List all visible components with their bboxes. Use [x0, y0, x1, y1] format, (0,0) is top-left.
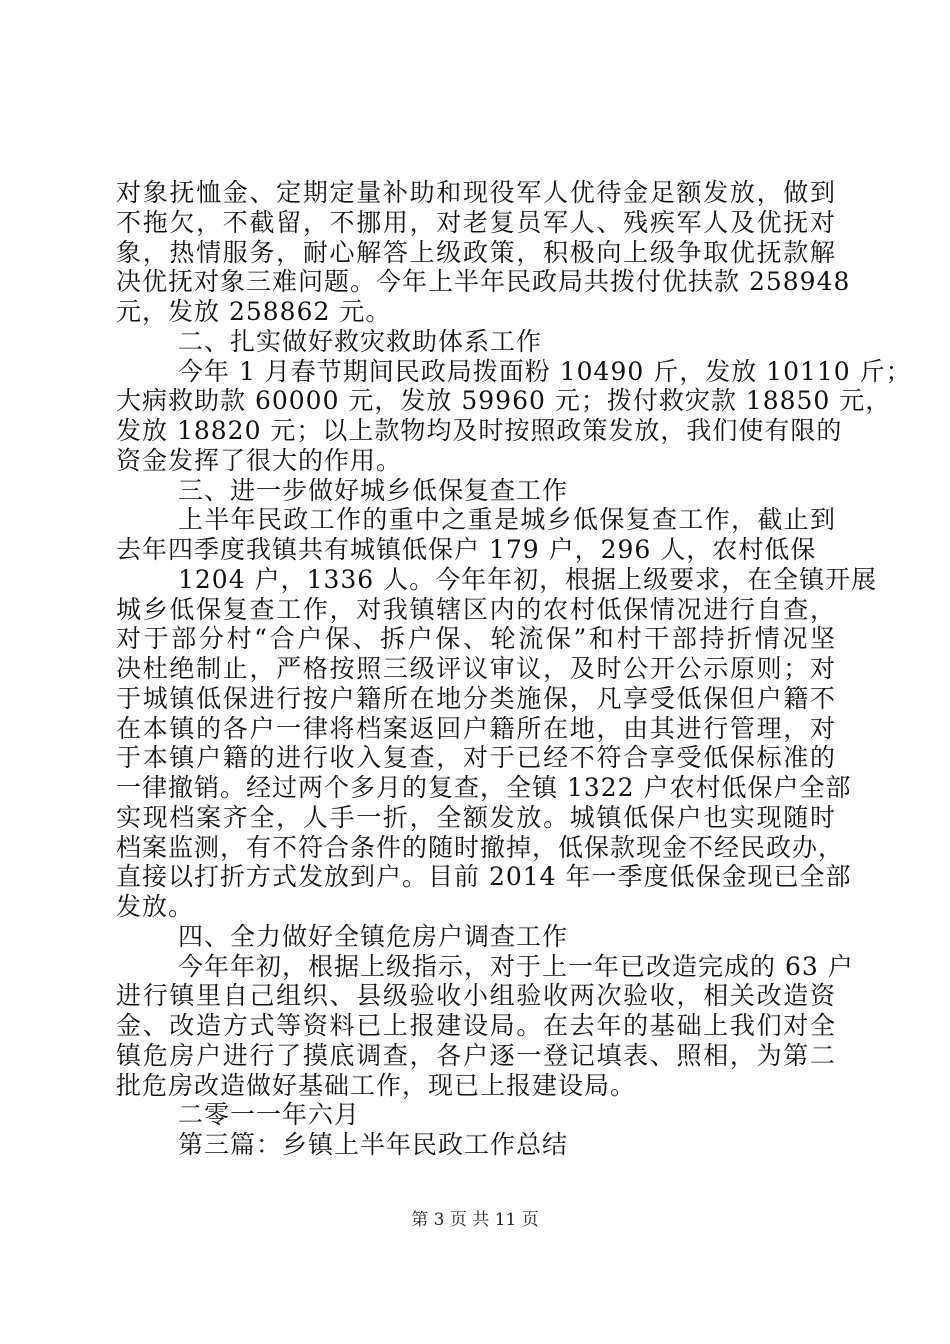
- body-text-line: 对于部分村“合户保、拆户保、轮流保”和村干部持折情况坚: [116, 624, 836, 654]
- body-text-line: 不拖欠，不截留，不挪用，对老复员军人、残疾军人及优抚对: [116, 207, 836, 237]
- body-text-line: 对象抚恤金、定期定量补助和现役军人优待金足额发放，做到: [116, 178, 836, 207]
- body-text-line: 今年 1 月春节期间民政局拨面粉 10490 斤，发放 10110 斤；: [178, 356, 912, 386]
- section-heading-2: 二、扎实做好救灾救助体系工作: [178, 326, 543, 356]
- section-heading-3: 三、进一步做好城乡低保复查工作: [178, 475, 569, 505]
- body-text-line: 于本镇户籍的进行收入复查，对于已经不符合享受低保标准的: [116, 743, 836, 773]
- body-text-line: 象，热情服务，耐心解答上级政策，积极向上级争取优抚款解: [116, 237, 836, 267]
- body-text-line: 发放 18820 元；以上款物均及时按照政策发放，我们使有限的: [116, 416, 843, 445]
- body-text-line: 1204 户，1336 人。今年年初，根据上级要求，在全镇开展: [178, 564, 878, 594]
- body-text-line: 进行镇里自己组织、县级验收小组验收两次验收，相关改造资: [116, 981, 836, 1011]
- body-text-line: 批危房改造做好基础工作，现已上报建设局。: [116, 1070, 637, 1100]
- body-text-line: 在本镇的各户一律将档案返回户籍所在地，由其进行管理，对: [116, 713, 836, 743]
- body-text-line: 镇危房户进行了摸底调查，各户逐一登记填表、照相，为第二: [116, 1040, 836, 1070]
- body-text-line: 金、改造方式等资料已上报建设局。在去年的基础上我们对全: [116, 1011, 836, 1040]
- body-text-line: 于城镇低保进行按户籍所在地分类施保，凡享受低保但户籍不: [116, 683, 836, 713]
- body-text-line: 档案监测，有不符合条件的随时撤掉，低保款现金不经民政办，: [116, 832, 845, 862]
- date-line: 二零一一年六月: [178, 1100, 361, 1130]
- body-text-line: 城乡低保复查工作，对我镇辖区内的农村低保情况进行自查，: [116, 594, 836, 624]
- body-text-line: 决杜绝制止，严格按照三级评议审议，及时公开公示原则；对: [116, 654, 836, 683]
- next-article-title: 第三篇：乡镇上半年民政工作总结: [178, 1130, 569, 1159]
- body-text-line: 今年年初，根据上级指示，对于上一年已改造完成的 63 户: [178, 951, 854, 981]
- body-text-line: 上半年民政工作的重中之重是城乡低保复查工作，截止到: [178, 505, 836, 535]
- body-text-line: 决优抚对象三难问题。今年上半年民政局共拨付优扶款 258948: [116, 267, 851, 297]
- section-heading-4: 四、全力做好全镇危房户调查工作: [178, 921, 569, 951]
- body-text-line: 实现档案齐全，人手一折，全额发放。城镇低保户也实现随时: [116, 802, 836, 832]
- body-text-line: 元，发放 258862 元。: [116, 297, 392, 326]
- body-text-line: 直接以打折方式发放到户。目前 2014 年一季度低保金现已全部: [116, 862, 852, 892]
- body-text-line: 大病救助款 60000 元，发放 59960 元；拨付救灾款 18850 元，: [116, 386, 892, 416]
- body-text-line: 发放。: [116, 892, 195, 921]
- body-text-line: 资金发挥了很大的作用。: [116, 445, 403, 475]
- body-text-line: 一律撤销。经过两个多月的复查，全镇 1322 户农村低保户全部: [116, 773, 852, 802]
- body-text-line: 去年四季度我镇共有城镇低保户 179 户，296 人，农村低保: [116, 535, 817, 564]
- page-footer: 第 3 页 共 11 页: [411, 1210, 539, 1230]
